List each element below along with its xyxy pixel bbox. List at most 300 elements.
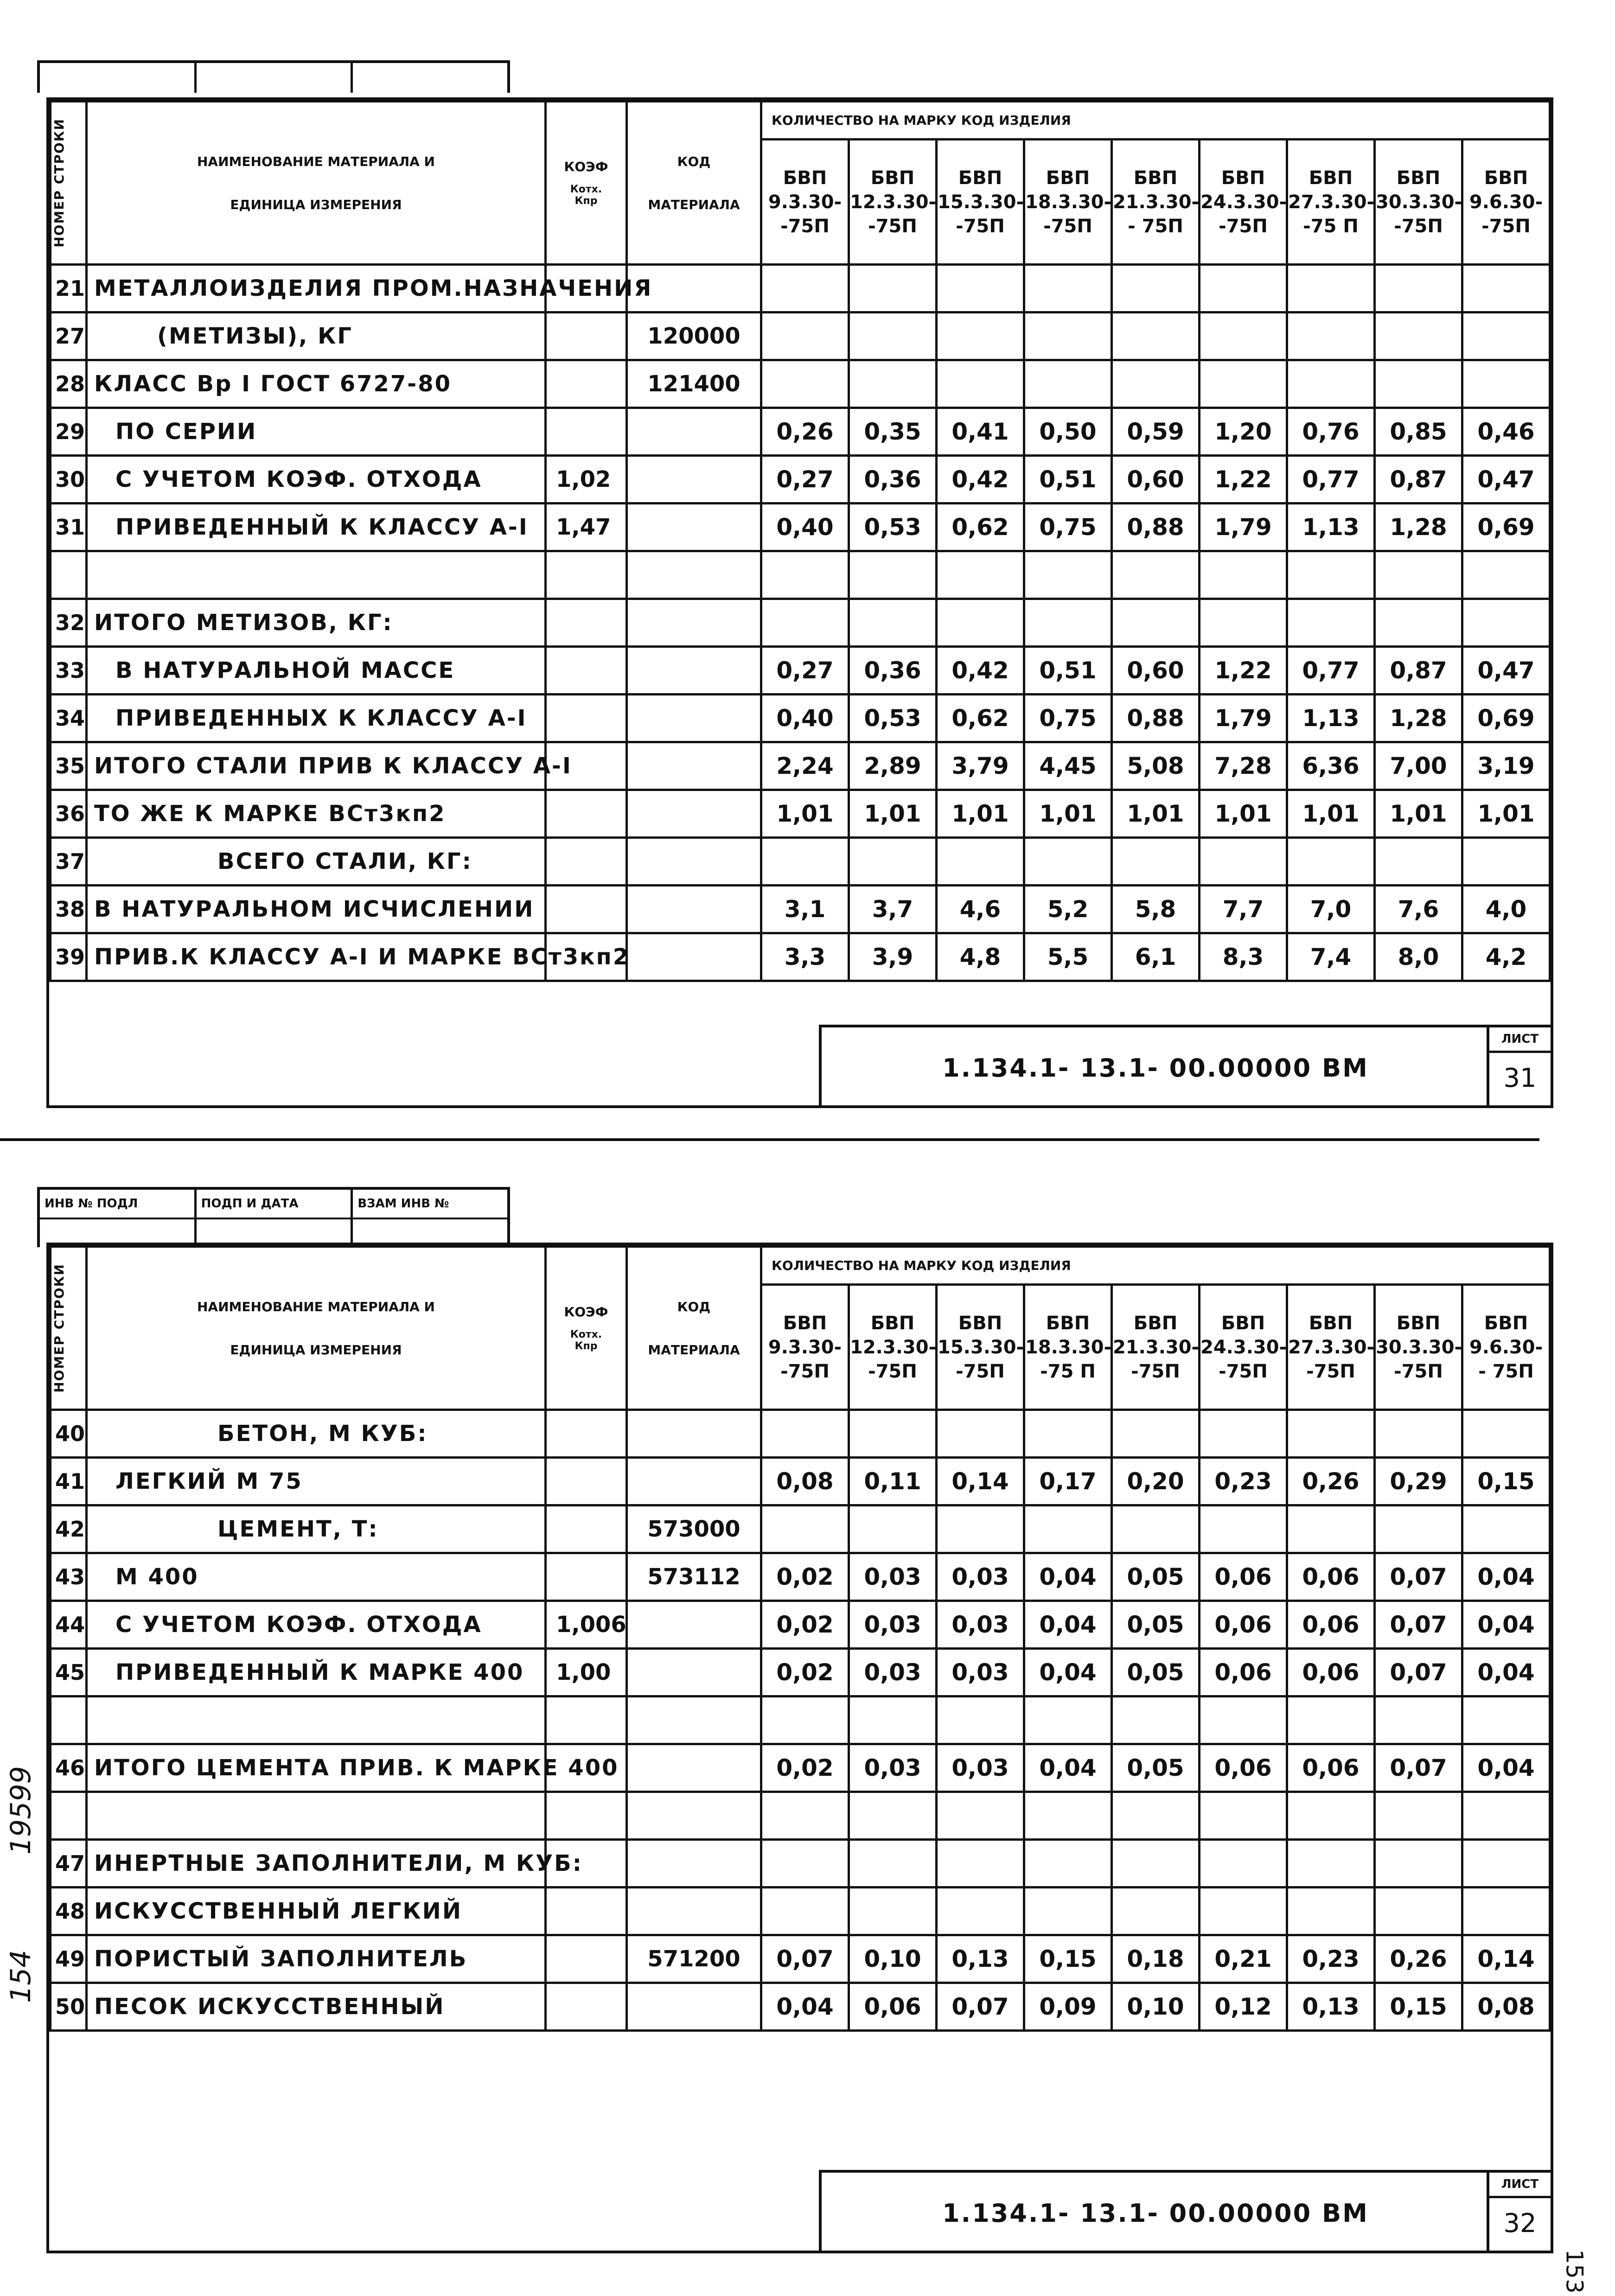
quantity-cell: 1,01 [1112,790,1200,838]
quantity-cell [849,599,937,647]
table-row [51,1935,1550,1983]
header-name-line2: ЕДИНИЦА ИЗМЕРЕНИЯ [230,197,402,212]
quantity-cell [1024,265,1112,313]
quantity-cell: 0,02 [761,1649,849,1696]
quantity-cell: 3,1 [761,886,849,933]
header-quantity: КОЛИЧЕСТВО НА МАРКУ КОД ИЗДЕЛИЯ [761,1247,1550,1285]
quantity-cell: 0,88 [1112,695,1200,742]
product-label-line: БВП [1396,167,1441,189]
row-number: 42 [51,1505,87,1553]
quantity-cell [1200,313,1287,360]
material-name: ИТОГО СТАЛИ ПРИВ К КЛАССУ А-I [87,742,546,790]
title-block-32 [819,2170,1551,2253]
row-number: 49 [51,1935,87,1983]
quantity-cell: 1,22 [1200,456,1287,504]
product-label-line: БВП [1133,167,1178,189]
coefficient [546,1935,627,1983]
quantity-cell: 4,6 [937,886,1024,933]
quantity-cell: 0,42 [937,647,1024,695]
material-name: В НАТУРАЛЬНОМ ИСЧИСЛЕНИИ [87,886,546,933]
quantity-cell [937,1505,1024,1553]
quantity-cell: 1,13 [1287,695,1375,742]
product-label-line: 9.3.30- [768,1336,842,1358]
quantity-cell: 0,77 [1287,456,1375,504]
product-label-line: 9.6.30- [1469,191,1543,213]
quantity-cell: 0,11 [849,1458,937,1505]
quantity-cell: 7,0 [1287,886,1375,933]
table-row [51,1601,1550,1649]
header-product-6 [1200,140,1287,265]
row-number: 46 [51,1744,87,1792]
material-code [627,504,761,551]
quantity-cell [1375,1696,1462,1744]
row-number [51,551,87,599]
quantity-cell [1112,838,1200,886]
header-product-2 [849,140,937,265]
sheet-number-box [1487,1027,1551,1108]
coefficient [546,1553,627,1601]
coefficient [546,360,627,408]
product-label-line: БВП [1396,1312,1441,1334]
quantity-cell: 0,03 [937,1744,1024,1792]
quantity-cell: 1,01 [1287,790,1375,838]
quantity-cell [849,551,937,599]
quantity-cell [1200,551,1287,599]
quantity-cell: 8,3 [1200,933,1287,981]
product-label-line: БВП [1046,1312,1090,1334]
quantity-cell [1112,551,1200,599]
row-number: 31 [51,504,87,551]
row-number: 41 [51,1458,87,1505]
quantity-cell [1287,1505,1375,1553]
quantity-cell: 0,04 [1024,1601,1112,1649]
quantity-cell: 7,00 [1375,742,1462,790]
material-name: ИТОГО ЦЕМЕНТА ПРИВ. К МАРКЕ 400 [87,1744,546,1792]
quantity-cell [1462,1696,1550,1744]
quantity-cell: 0,02 [761,1553,849,1601]
quantity-cell: 0,12 [1200,1983,1287,2031]
quantity-cell: 0,26 [1375,1935,1462,1983]
product-label-line: БВП [783,167,827,189]
product-label-line: -75П [1131,1360,1180,1382]
quantity-cell [1287,1410,1375,1458]
quantity-cell [1112,360,1200,408]
sheet-31 [46,97,1553,1108]
quantity-cell: 0,03 [937,1553,1024,1601]
row-number: 21 [51,265,87,313]
quantity-cell: 4,45 [1024,742,1112,790]
coefficient [546,695,627,742]
quantity-cell: 1,01 [1375,790,1462,838]
coefficient [546,599,627,647]
quantity-cell: 3,19 [1462,742,1550,790]
header-row-number [51,1247,87,1410]
row-number: 45 [51,1649,87,1696]
product-label-line: -75П [868,1360,917,1382]
header-coef-line2: Котх. [570,184,602,195]
quantity-cell: 7,6 [1375,886,1462,933]
quantity-cell [1112,1696,1200,1744]
material-name: ИНЕРТНЫЕ ЗАПОЛНИТЕЛИ, М КУБ: [87,1840,546,1888]
sheet-number-box [1487,2173,1551,2253]
document-code: 1.134.1- 13.1- 00.00000 ВМ [942,2198,1369,2228]
table-row [51,408,1550,456]
quantity-cell [1287,838,1375,886]
quantity-cell: 0,17 [1024,1458,1112,1505]
product-label-line: 12.3.30- [850,191,937,213]
quantity-cell: 3,9 [849,933,937,981]
product-label-line: 21.3.30- [1113,1336,1200,1358]
material-code [627,408,761,456]
row-number [51,1696,87,1744]
quantity-cell: 0,06 [1287,1601,1375,1649]
quantity-cell [937,1792,1024,1840]
quantity-cell [1375,551,1462,599]
quantity-cell [1375,265,1462,313]
material-code: 121400 [627,360,761,408]
quantity-cell [1462,838,1550,886]
product-label-line: -75П [1394,1360,1443,1382]
coefficient [546,1983,627,2031]
row-number [51,1792,87,1840]
quantity-cell: 1,13 [1287,504,1375,551]
material-name: В НАТУРАЛЬНОЙ МАССЕ [87,647,546,695]
header-product-7 [1287,140,1375,265]
quantity-cell: 0,85 [1375,408,1462,456]
coefficient [546,790,627,838]
quantity-cell [1375,360,1462,408]
quantity-cell [937,599,1024,647]
material-name: ПРИВЕДЕННЫЙ К МАРКЕ 400 [87,1649,546,1696]
quantity-cell [1200,838,1287,886]
header-product-9 [1462,140,1550,265]
quantity-cell: 0,04 [1462,1649,1550,1696]
material-code [627,695,761,742]
material-code [627,1983,761,2031]
quantity-cell: 0,15 [1462,1458,1550,1505]
material-name: ИТОГО МЕТИЗОВ, КГ: [87,599,546,647]
archive-number: 19599 [5,1766,37,1855]
material-code [627,838,761,886]
quantity-cell [761,360,849,408]
material-name: КЛАСС Вр I ГОСТ 6727-80 [87,360,546,408]
quantity-cell: 0,69 [1462,504,1550,551]
quantity-cell [761,1410,849,1458]
quantity-cell [937,265,1024,313]
quantity-cell: 0,26 [1287,1458,1375,1505]
quantity-cell: 0,05 [1112,1649,1200,1696]
quantity-cell: 0,08 [1462,1983,1550,2031]
table-row [51,599,1550,647]
row-number: 37 [51,838,87,886]
quantity-cell: 0,04 [1024,1553,1112,1601]
quantity-cell [1112,1410,1200,1458]
quantity-cell: 5,8 [1112,886,1200,933]
coefficient [546,1888,627,1935]
product-label-line: - 75П [1478,1360,1534,1382]
quantity-cell [1024,313,1112,360]
quantity-cell: 0,03 [849,1649,937,1696]
quantity-cell: 0,41 [937,408,1024,456]
quantity-cell: 0,42 [937,456,1024,504]
quantity-cell: 0,06 [1200,1601,1287,1649]
product-label-line: БВП [783,1312,827,1334]
quantity-cell: 0,03 [849,1601,937,1649]
quantity-cell: 0,05 [1112,1601,1200,1649]
quantity-cell: 0,06 [1287,1553,1375,1601]
coefficient [546,886,627,933]
header-product-7 [1287,1285,1375,1410]
product-label-line: 9.6.30- [1469,1336,1543,1358]
header-product-4 [1024,1285,1112,1410]
quantity-cell: 1,79 [1200,695,1287,742]
material-code [627,551,761,599]
quantity-cell: 0,09 [1024,1983,1112,2031]
header-product-4 [1024,140,1112,265]
quantity-cell: 0,36 [849,456,937,504]
material-code [627,1458,761,1505]
quantity-cell: 0,76 [1287,408,1375,456]
product-label-line: -75П [1394,215,1443,237]
quantity-cell: 0,04 [1024,1649,1112,1696]
material-name: ЛЕГКИЙ М 75 [87,1458,546,1505]
quantity-cell: 0,29 [1375,1458,1462,1505]
header-coef-line3: Кпр [575,1340,598,1352]
quantity-cell: 7,4 [1287,933,1375,981]
quantity-cell: 0,60 [1112,456,1200,504]
row-number: 47 [51,1840,87,1888]
quantity-cell: 0,27 [761,456,849,504]
sheet-label: ЛИСТ [1489,1027,1551,1053]
product-label-line: 15.3.30- [938,1336,1024,1358]
quantity-cell: 0,06 [1287,1649,1375,1696]
product-label-line: -75П [1043,215,1092,237]
material-name: (МЕТИЗЫ), КГ [87,313,546,360]
quantity-cell [1375,838,1462,886]
quantity-cell: 0,36 [849,647,937,695]
quantity-cell [849,1505,937,1553]
quantity-cell [1200,1505,1287,1553]
material-code [627,1840,761,1888]
material-code [627,647,761,695]
quantity-cell: 0,05 [1112,1553,1200,1601]
quantity-cell [1287,1792,1375,1840]
quantity-cell: 6,1 [1112,933,1200,981]
quantity-cell [1287,360,1375,408]
product-label-line: БВП [958,167,1002,189]
table-row [51,1410,1550,1458]
product-label-line: 27.3.30- [1288,191,1375,213]
header-material-name [87,102,546,265]
quantity-cell [1200,1792,1287,1840]
header-product-2 [849,1285,937,1410]
quantity-cell: 0,35 [849,408,937,456]
header-product-5 [1112,140,1200,265]
quantity-cell [1024,1888,1112,1935]
sheet-number: 31 [1503,1063,1537,1093]
coefficient [546,838,627,886]
quantity-cell [1287,1888,1375,1935]
quantity-cell [1375,1505,1462,1553]
sheet-label: ЛИСТ [1489,2173,1551,2198]
product-label-line: 24.3.30- [1200,1336,1287,1358]
quantity-cell: 0,06 [1200,1649,1287,1696]
quantity-cell: 0,06 [849,1983,937,2031]
quantity-cell: 0,04 [1462,1744,1550,1792]
quantity-cell [1200,1410,1287,1458]
material-code [627,456,761,504]
page-divider [0,1138,1539,1141]
material-name: ПРИВЕДЕННЫЙ К КЛАССУ А-I [87,504,546,551]
header-product-6 [1200,1285,1287,1410]
coefficient: 1,47 [546,504,627,551]
header-code-line1: КОД [677,1299,711,1314]
quantity-cell [1024,1696,1112,1744]
row-number: 28 [51,360,87,408]
quantity-cell [1200,360,1287,408]
sheet-32 [46,1243,1553,2253]
material-code [627,790,761,838]
material-code [627,1696,761,1744]
product-label-line: -75П [1481,215,1531,237]
table-row [51,1505,1550,1553]
header-name-line2: ЕДИНИЦА ИЗМЕРЕНИЯ [230,1342,402,1358]
header-product-9 [1462,1285,1550,1410]
quantity-cell [761,1696,849,1744]
table-row [51,1744,1550,1792]
quantity-cell [1287,1840,1375,1888]
stamp-box-top [37,60,510,93]
quantity-cell: 0,03 [849,1553,937,1601]
material-code [627,933,761,981]
table-row [51,1983,1550,2031]
header-product-1 [761,1285,849,1410]
product-label-line: -75 П [1040,1360,1096,1382]
quantity-cell [1287,313,1375,360]
quantity-cell [849,1792,937,1840]
quantity-cell [761,599,849,647]
product-label-line: 30.3.30- [1376,1336,1462,1358]
material-name: М 400 [87,1553,546,1601]
material-name: БЕТОН, М КУБ: [87,1410,546,1458]
quantity-cell: 0,21 [1200,1935,1287,1983]
quantity-cell [1462,1840,1550,1888]
quantity-cell: 8,0 [1375,933,1462,981]
material-code [627,1792,761,1840]
table-row [51,838,1550,886]
quantity-cell: 0,47 [1462,456,1550,504]
quantity-cell: 0,10 [849,1935,937,1983]
quantity-cell: 0,87 [1375,647,1462,695]
product-label-line: БВП [1309,1312,1353,1334]
quantity-cell [1375,599,1462,647]
quantity-cell: 0,08 [761,1458,849,1505]
product-label-line: 12.3.30- [850,1336,937,1358]
quantity-cell [761,551,849,599]
quantity-cell: 2,89 [849,742,937,790]
quantity-cell [1462,360,1550,408]
material-code: 120000 [627,313,761,360]
header-name-line1: НАИМЕНОВАНИЕ МАТЕРИАЛА И [197,153,435,169]
quantity-cell: 4,0 [1462,886,1550,933]
product-label-line: БВП [1046,167,1090,189]
quantity-cell [1462,313,1550,360]
quantity-cell: 1,01 [1200,790,1287,838]
quantity-cell [761,1792,849,1840]
product-label-line: -75П [780,1360,830,1382]
quantity-cell: 1,20 [1200,408,1287,456]
quantity-cell [1287,1696,1375,1744]
header-quantity: КОЛИЧЕСТВО НА МАРКУ КОД ИЗДЕЛИЯ [761,102,1550,140]
product-label-line: БВП [1484,1312,1528,1334]
quantity-cell: 1,01 [1462,790,1550,838]
product-label-line: 27.3.30- [1288,1336,1375,1358]
table-row [51,695,1550,742]
material-code: 571200 [627,1935,761,1983]
quantity-cell: 0,53 [849,504,937,551]
coefficient [546,551,627,599]
quantity-cell [1024,1410,1112,1458]
stamp-box-bottom [37,1187,510,1247]
header-product-1 [761,140,849,265]
quantity-cell: 0,47 [1462,647,1550,695]
quantity-cell [1462,1888,1550,1935]
quantity-cell [1112,1505,1200,1553]
quantity-cell: 0,06 [1200,1553,1287,1601]
quantity-cell [849,1840,937,1888]
quantity-cell [1024,599,1112,647]
product-label-line: БВП [1309,167,1353,189]
product-label-line: -75П [1306,1360,1355,1382]
stamp-sign-label: ПОДП И ДАТА [197,1190,353,1218]
quantity-cell [1375,1792,1462,1840]
material-name: МЕТАЛЛОИЗДЕЛИЯ ПРОМ.НАЗНАЧЕНИЯ [87,265,546,313]
quantity-cell: 0,07 [1375,1744,1462,1792]
table-row [51,933,1550,981]
quantity-cell: 0,06 [1200,1744,1287,1792]
product-label-line: -75П [1219,215,1268,237]
table-row [51,360,1550,408]
quantity-cell: 4,2 [1462,933,1550,981]
row-number: 44 [51,1601,87,1649]
quantity-cell: 7,7 [1200,886,1287,933]
quantity-cell [937,313,1024,360]
sheet-number: 32 [1503,2208,1537,2239]
header-code-line2: МАТЕРИАЛА [648,197,740,212]
product-label-line: -75П [780,215,830,237]
quantity-cell: 0,59 [1112,408,1200,456]
quantity-cell: 0,26 [761,408,849,456]
quantity-cell [761,838,849,886]
header-coef-line2: Котх. [570,1329,602,1340]
coefficient [546,647,627,695]
quantity-cell: 3,3 [761,933,849,981]
row-number: 36 [51,790,87,838]
material-name: С УЧЕТОМ КОЭФ. ОТХОДА [87,456,546,504]
table-row [51,790,1550,838]
material-code: 573112 [627,1553,761,1601]
header-material-code [627,102,761,265]
quantity-cell: 0,14 [937,1458,1024,1505]
product-label-line: - 75П [1128,215,1183,237]
quantity-cell [1024,1840,1112,1888]
header-product-5 [1112,1285,1200,1410]
quantity-cell [1287,599,1375,647]
row-number: 30 [51,456,87,504]
page-number-right: 153 [1561,2249,1588,2294]
table-row [51,1840,1550,1888]
quantity-cell [937,1888,1024,1935]
